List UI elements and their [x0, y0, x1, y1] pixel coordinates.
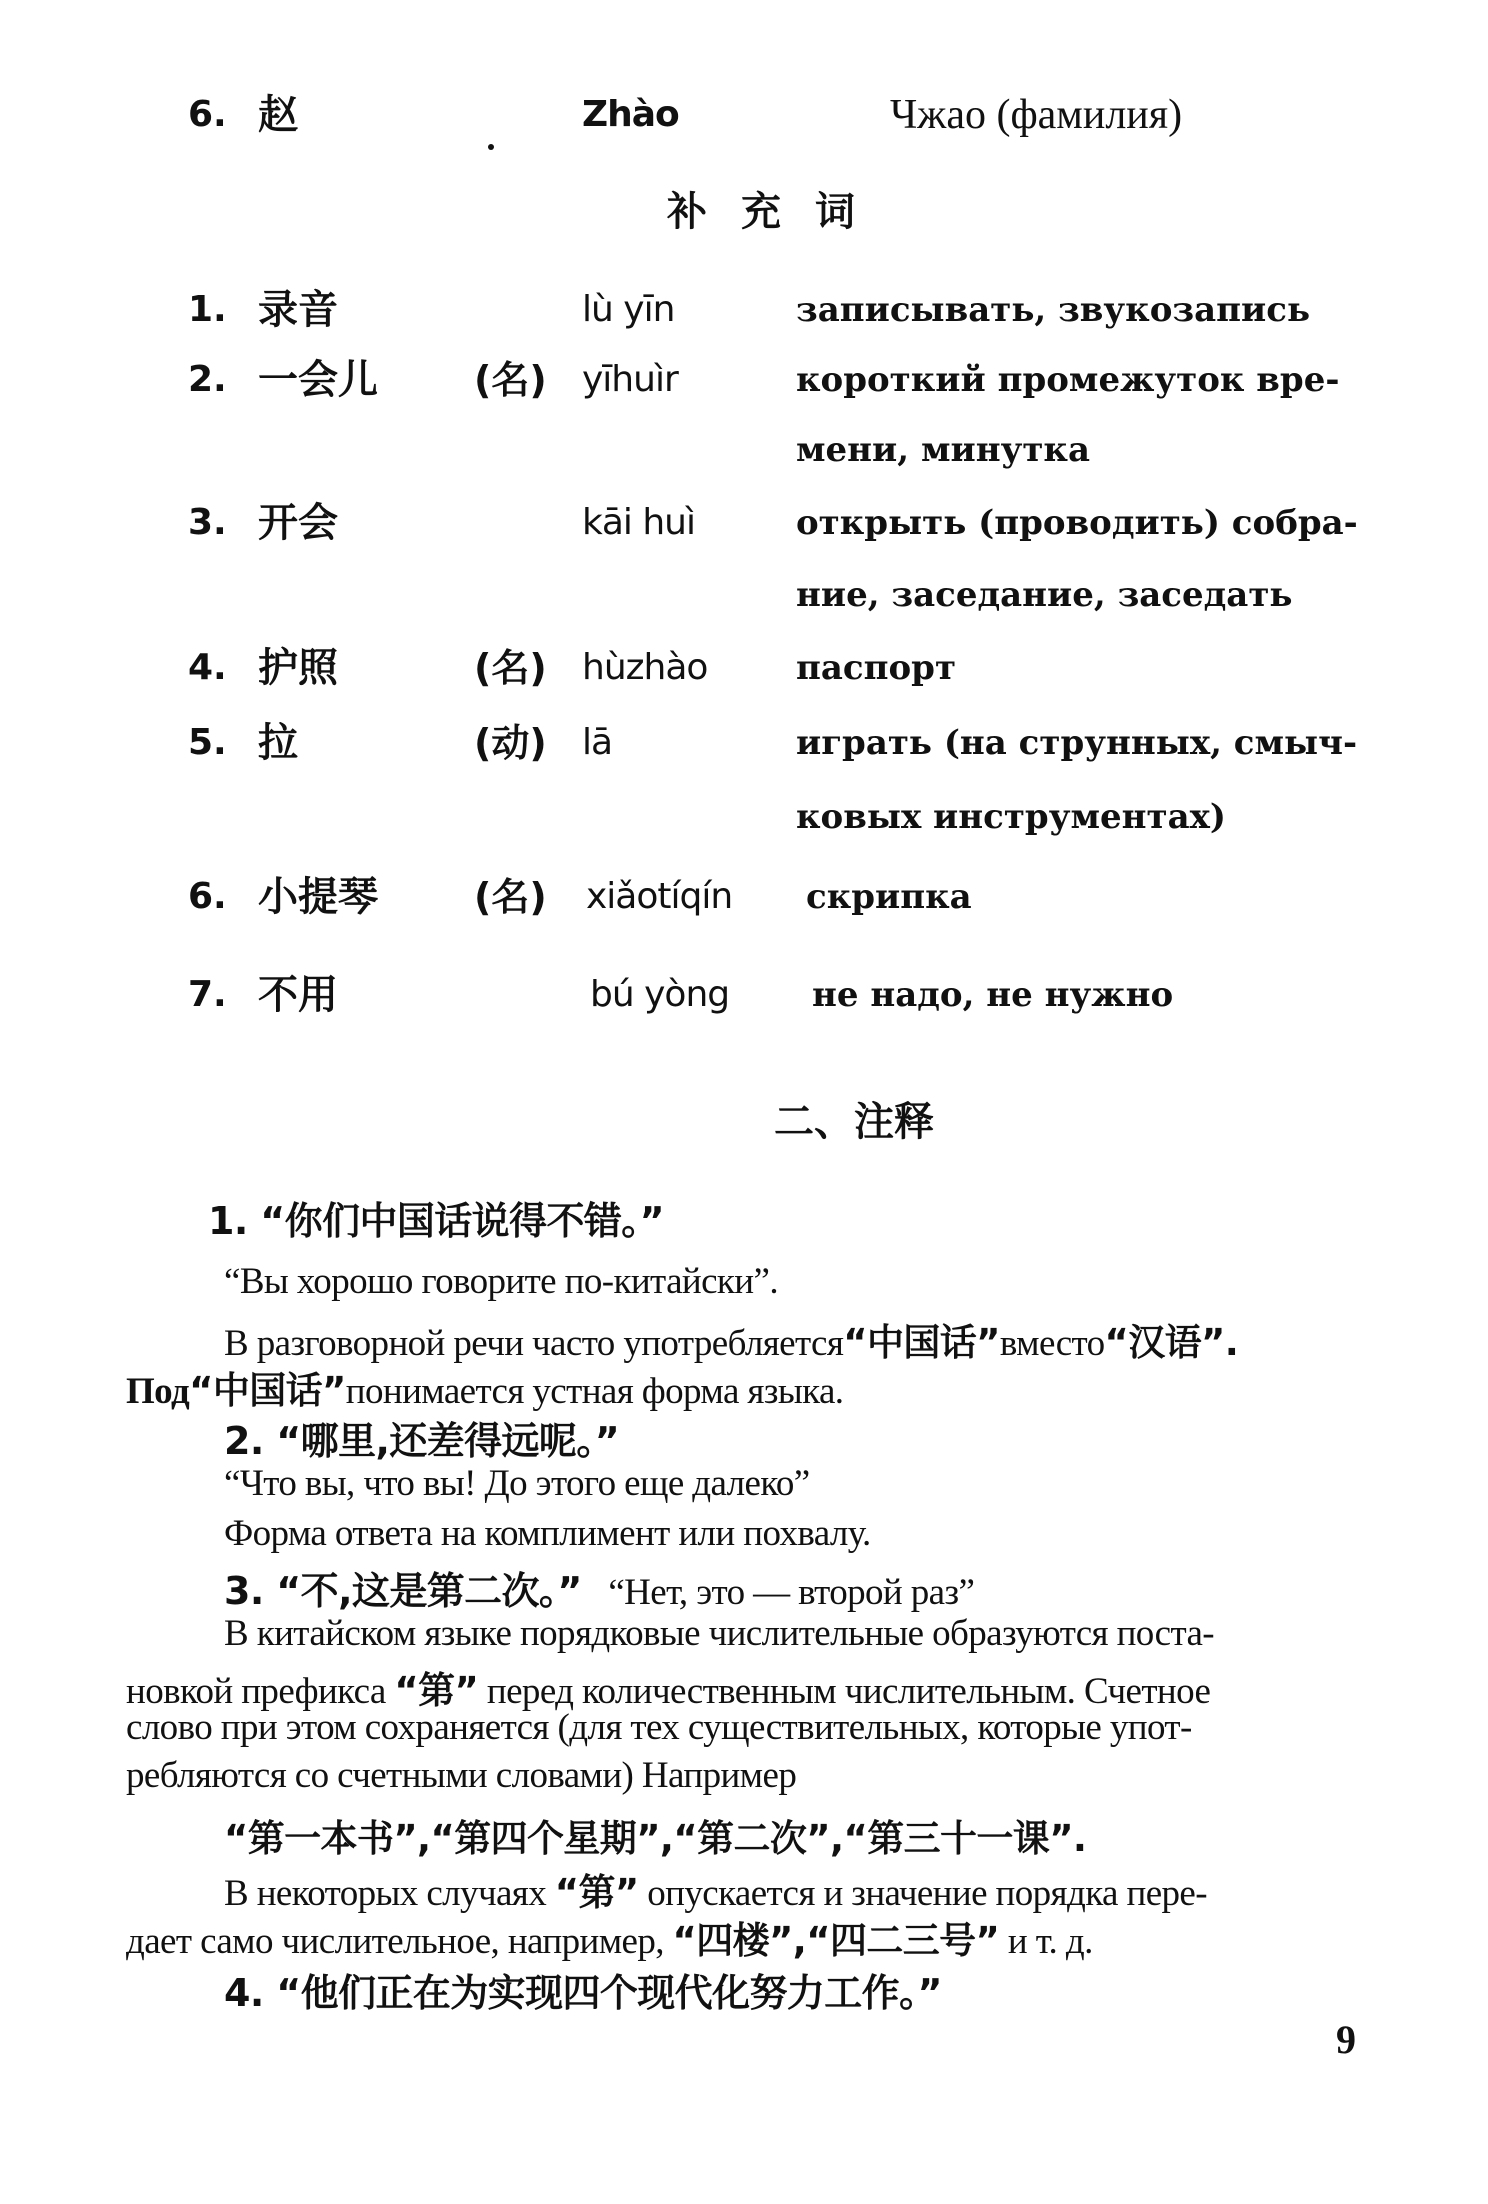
- vocab-row: [0, 960, 1488, 1030]
- note-3-title-line: [224, 1560, 974, 1615]
- vocab-number: 7.: [188, 974, 227, 1015]
- text: новкой префикса: [126, 1671, 386, 1712]
- chinese-term: “汉语”.: [1104, 1321, 1239, 1364]
- vocab-part-of-speech: (名): [474, 358, 547, 402]
- note-3-line: слово при этом сохраняется (для тех существительных, которые упот-: [126, 1707, 1192, 1748]
- vocab-meaning: паспорт: [796, 648, 957, 688]
- vocab-part-of-speech: (名): [474, 875, 547, 919]
- vocab-meaning-continuation: [0, 782, 1488, 852]
- chinese-term: “中国话”: [189, 1369, 346, 1412]
- vocab-meaning: не надо, не нужно: [812, 975, 1174, 1015]
- example-list: “第一本书”,“第四个星期”,“第二次”,“第三十一课”.: [224, 1817, 1087, 1860]
- note-1-line: [224, 1312, 1238, 1366]
- vocab-hanzi: 不用: [258, 972, 338, 1018]
- vocab-hanzi: 一会儿: [258, 357, 378, 403]
- stray-dot: [488, 144, 494, 150]
- entry-pinyin: Zhào: [582, 94, 679, 135]
- vocab-number: 2.: [188, 359, 227, 400]
- vocab-hanzi: 录音: [258, 287, 338, 333]
- vocab-meaning: открыть (проводить) собра-: [796, 503, 1358, 543]
- vocab-pinyin: lù yīn: [582, 289, 675, 330]
- note-3-line: В китайском языке порядковые числительные образуются поста-: [224, 1613, 1215, 1654]
- notes-heading: 二、注释: [774, 1099, 934, 1145]
- vocab-number: 6.: [188, 876, 227, 917]
- vocab-row: [0, 633, 1488, 703]
- vocab-number: 1.: [188, 289, 227, 330]
- chinese-term: “四楼”,“四二三号”: [672, 1919, 1000, 1962]
- note-4-title: 4. “他们正在为实现四个现代化努力工作。”: [224, 1971, 942, 2015]
- note-2-line: Форма ответа на комплимент или похвалу.: [224, 1513, 871, 1554]
- note-1-title: 1. “你们中国话说得不错。”: [208, 1199, 665, 1243]
- vocab-number: 5.: [188, 722, 227, 763]
- supplement-heading: 补充词: [667, 189, 889, 235]
- chinese-term: “第”: [394, 1669, 479, 1712]
- note-1-line: [126, 1360, 843, 1414]
- page-number: 9: [1336, 2017, 1356, 2062]
- vocab-row: [0, 862, 1488, 932]
- note-3-line: ребляются со счетными словами) Например: [126, 1755, 797, 1796]
- text: и т. д.: [1007, 1921, 1093, 1962]
- text: Под: [126, 1371, 190, 1412]
- vocab-meaning: записывать, звукозапись: [796, 290, 1311, 330]
- vocab-row: [0, 708, 1488, 778]
- vocab-meaning-continuation: [0, 560, 1488, 630]
- chinese-term: “中国话”: [843, 1321, 1000, 1364]
- vocab-hanzi: 拉: [258, 720, 298, 766]
- vocab-hanzi: 小提琴: [258, 874, 378, 920]
- entry-meaning: Чжао (фамилия): [890, 92, 1183, 138]
- note-3-examples: [224, 1808, 1086, 1862]
- note-3-line: [126, 1910, 1093, 1964]
- vocab-meaning-continuation: [0, 415, 1488, 485]
- vocab-row: [0, 275, 1488, 345]
- entry-hanzi: 赵: [258, 92, 298, 138]
- vocab-hanzi: 开会: [258, 500, 338, 546]
- vocab-pinyin: bú yòng: [590, 974, 730, 1015]
- vocab-part-of-speech: (名): [474, 646, 547, 690]
- text: вместо: [999, 1323, 1105, 1364]
- note-3-title: 3. “不,这是第二次。”: [224, 1569, 582, 1613]
- note-2-line: “Что вы, что вы! До этого еще далеко”: [224, 1463, 810, 1504]
- vocab-meaning: скрипка: [806, 877, 972, 917]
- vocab-pinyin: lā: [582, 722, 613, 763]
- vocab-pinyin: xiǎotíqín: [586, 876, 733, 917]
- vocab-meaning: короткий промежуток вре-: [796, 360, 1340, 400]
- text: перед количественным числительным. Счетное: [486, 1671, 1211, 1712]
- text: В некоторых случаях: [224, 1873, 547, 1914]
- text: В разговорной речи часто употребляется: [224, 1323, 844, 1364]
- entry-number: 6.: [188, 94, 227, 135]
- note-1-line: “Вы хорошо говорите по-китайски”.: [224, 1261, 778, 1302]
- vocab-row: [0, 345, 1488, 415]
- vocab-row: [0, 488, 1488, 558]
- vocab-pinyin: yīhuìr: [582, 359, 678, 400]
- vocab-number: 3.: [188, 502, 227, 543]
- vocab-meaning-line2: мени, минутка: [796, 430, 1090, 470]
- top-vocab-entry: [0, 80, 1488, 150]
- text: дает само числительное, например,: [126, 1921, 664, 1962]
- text: понимается устная форма языка.: [345, 1371, 844, 1412]
- vocab-meaning-line2: ковых инструментах): [796, 797, 1226, 837]
- vocab-pinyin: hùzhào: [582, 647, 708, 688]
- chinese-term: “第”: [554, 1871, 639, 1914]
- vocab-part-of-speech: (动): [474, 721, 547, 765]
- note-3-line: [224, 1862, 1207, 1916]
- vocab-meaning: играть (на струнных, смыч-: [796, 723, 1358, 763]
- note-2-title: 2. “哪里,还差得远呢。”: [224, 1419, 620, 1463]
- note-3-title-translation: “Нет, это — второй раз”: [608, 1572, 975, 1613]
- text: опускается и значение порядка пере-: [647, 1873, 1207, 1914]
- vocab-hanzi: 护照: [258, 645, 338, 691]
- vocab-number: 4.: [188, 647, 227, 688]
- vocab-pinyin: kāi huì: [582, 502, 695, 543]
- vocab-meaning-line2: ние, заседание, заседать: [796, 575, 1293, 615]
